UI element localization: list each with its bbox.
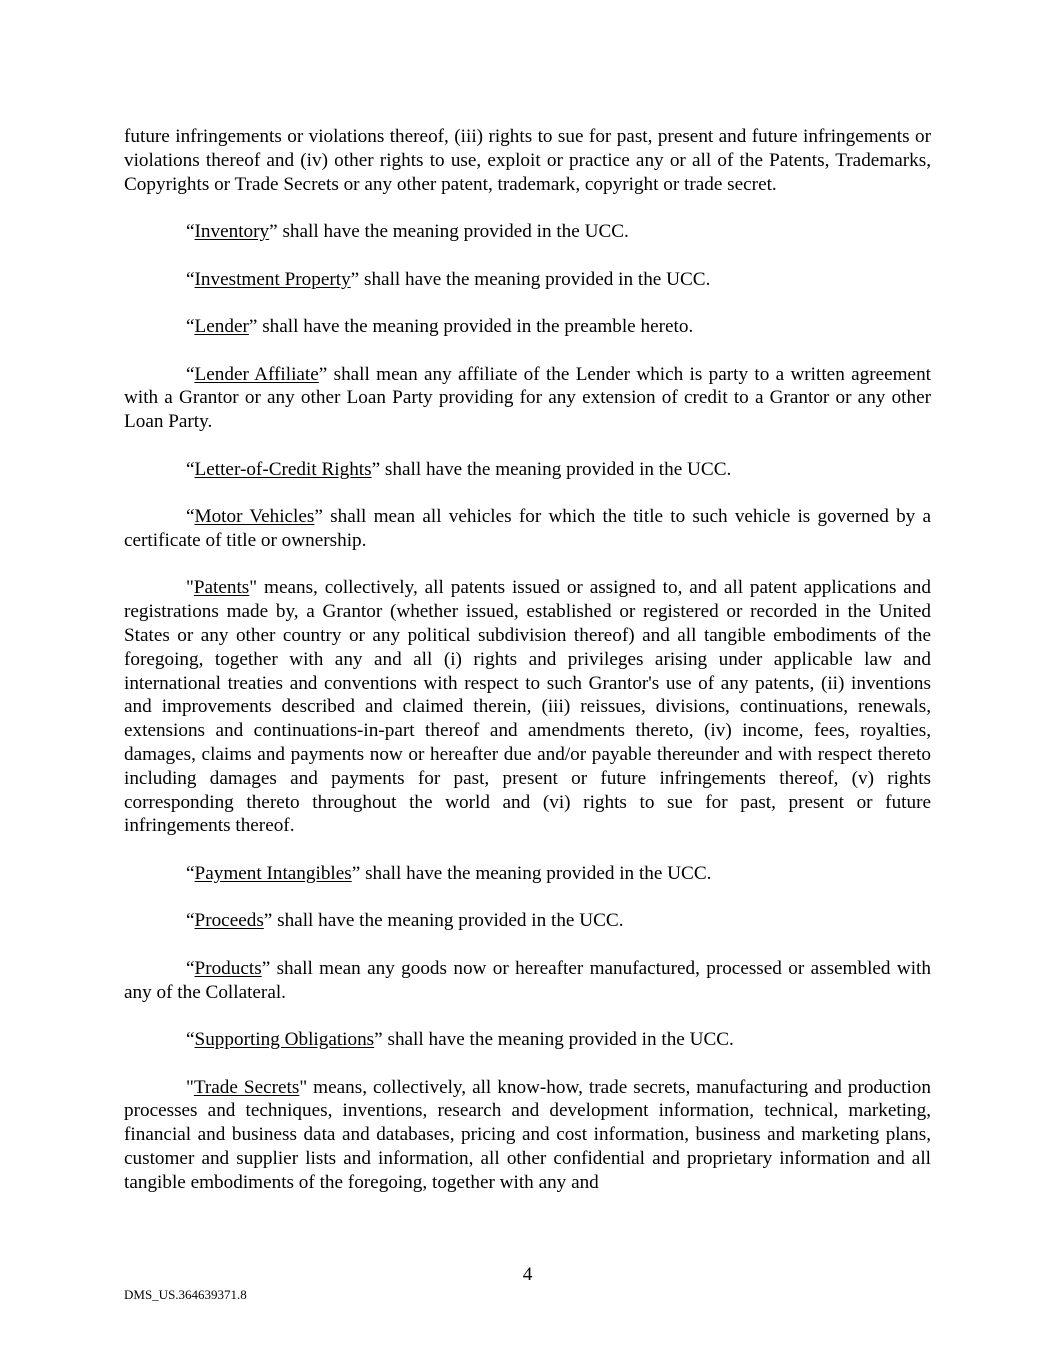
- quote-open: “: [186, 1029, 195, 1051]
- definition-text: shall mean any goods now or hereafter manufactured, processed or assembled with any of the Collateral.: [124, 957, 931, 1003]
- defined-term: Investment Property: [194, 268, 351, 290]
- definition-paragraph: [124, 458, 931, 482]
- definition-paragraph: [124, 505, 931, 553]
- definition-text: shall have the meaning provided in the UCC.: [272, 910, 624, 932]
- definition-text: means, collectively, all patents issued or assigned to, and all patent applications and registrations made by, a Grantor (whether issued, established or registered or recorded in the United States or any other country or any political subdivision thereof) and all tangible embodiments of the foregoing, together with any and all (i) rights and privileges arising under applicable law and international treaties and conventions with respect to such Grantor's use of any patents, (ii) inventions and improvements described and claimed therein, (iii) reissues, divisions, continuations, renewals, extensions and continuations-in-part thereof and amendments thereto, (iv) income, fees, royalties, damages, claims and payments now or hereafter due and/or payable thereunder and with respect thereto including damages and payments for past, present or future infringements thereof, (v) rights corresponding thereto throughout the world and (vi) rights to sue for past, present or future infringements thereof.: [124, 577, 931, 837]
- definition-paragraph: [124, 315, 931, 339]
- defined-term: Patents: [193, 577, 250, 599]
- definition-text: shall have the meaning provided in the UCC.: [277, 221, 629, 243]
- definition-paragraph: [124, 363, 931, 434]
- quote-close: ”: [351, 862, 361, 884]
- definition-paragraph: [124, 909, 931, 933]
- definition-paragraph: [124, 862, 931, 886]
- quote-close: ": [299, 1076, 308, 1098]
- defined-term: Trade Secrets: [193, 1076, 300, 1098]
- quote-close: ”: [261, 957, 271, 979]
- definition-text: shall have the meaning provided in the UCC.: [380, 458, 732, 480]
- quote-open: “: [186, 957, 195, 979]
- definition-paragraph: [124, 1028, 931, 1052]
- defined-term: Proceeds: [194, 910, 264, 932]
- definition-paragraph: [124, 1076, 931, 1195]
- definitions-list: [124, 220, 931, 1194]
- definition-text: shall have the meaning provided in the UCC.: [359, 268, 711, 290]
- continuation-paragraph: future infringements or violations thereof, (iii) rights to sue for past, present and future infringements or violations thereof and (iv) other rights to use, exploit or practice any or all of the Patents, Trademarks, Copyrights or Trade Secrets or any other patent, trademark, copyright or trade secret.: [124, 126, 931, 195]
- defined-term: Products: [194, 957, 262, 979]
- definition-paragraph: [124, 576, 931, 838]
- quote-close: ”: [269, 221, 278, 243]
- quote-open: “: [186, 363, 195, 385]
- quote-close: ”: [263, 910, 273, 932]
- document-body: [124, 125, 931, 1218]
- document-id: DMS_US.364639371.8: [124, 1287, 247, 1302]
- quote-close: ”: [350, 268, 360, 290]
- definition-text: shall mean any affiliate of the Lender which is party to a written agreement with a Grantor or any other Loan Party providing for any extension of credit to a Grantor or any other Loan Party.: [124, 363, 931, 433]
- defined-term: Lender Affiliate: [194, 363, 319, 385]
- defined-term: Inventory: [194, 221, 270, 243]
- defined-term: Payment Intangibles: [194, 862, 352, 884]
- quote-close: ”: [318, 363, 328, 385]
- quote-close: ”: [374, 1029, 383, 1051]
- quote-open: “: [186, 268, 195, 290]
- definition-text: shall mean all vehicles for which the title to such vehicle is governed by a certificate of title or ownership.: [124, 506, 931, 551]
- quote-open: ": [186, 1076, 194, 1098]
- definition-text: shall have the meaning provided in the UCC.: [360, 862, 712, 884]
- page-number: 4: [522, 1264, 533, 1285]
- quote-open: “: [186, 506, 195, 528]
- defined-term: Lender: [194, 316, 249, 338]
- quote-close: ”: [314, 506, 323, 528]
- definition-paragraph: [124, 957, 931, 1005]
- quote-close: ": [249, 577, 258, 599]
- definition-paragraph: [124, 268, 931, 292]
- quote-open: “: [186, 316, 195, 338]
- definition-text: shall have the meaning provided in the preamble hereto.: [257, 316, 694, 338]
- quote-open: “: [186, 458, 195, 480]
- defined-term: Letter-of-Credit Rights: [194, 458, 372, 480]
- definition-text: means, collectively, all know-how, trade secrets, manufacturing and production processes and techniques, inventions, research and development information, technical, marketing, financial and business data and databases, pricing and cost information, business and marketing plans, customer and supplier lists and information, all other confidential and proprietary information and all tangible embodiments of the foregoing, together with any and: [124, 1076, 931, 1193]
- definition-paragraph: [124, 220, 931, 244]
- defined-term: Motor Vehicles: [194, 506, 315, 528]
- quote-open: ": [186, 577, 194, 599]
- quote-close: ”: [248, 316, 258, 338]
- defined-term: Supporting Obligations: [194, 1029, 375, 1051]
- quote-open: “: [186, 910, 195, 932]
- definition-text: shall have the meaning provided in the UCC.: [382, 1029, 734, 1051]
- quote-open: “: [186, 221, 195, 243]
- quote-open: “: [186, 862, 195, 884]
- quote-close: ”: [371, 458, 381, 480]
